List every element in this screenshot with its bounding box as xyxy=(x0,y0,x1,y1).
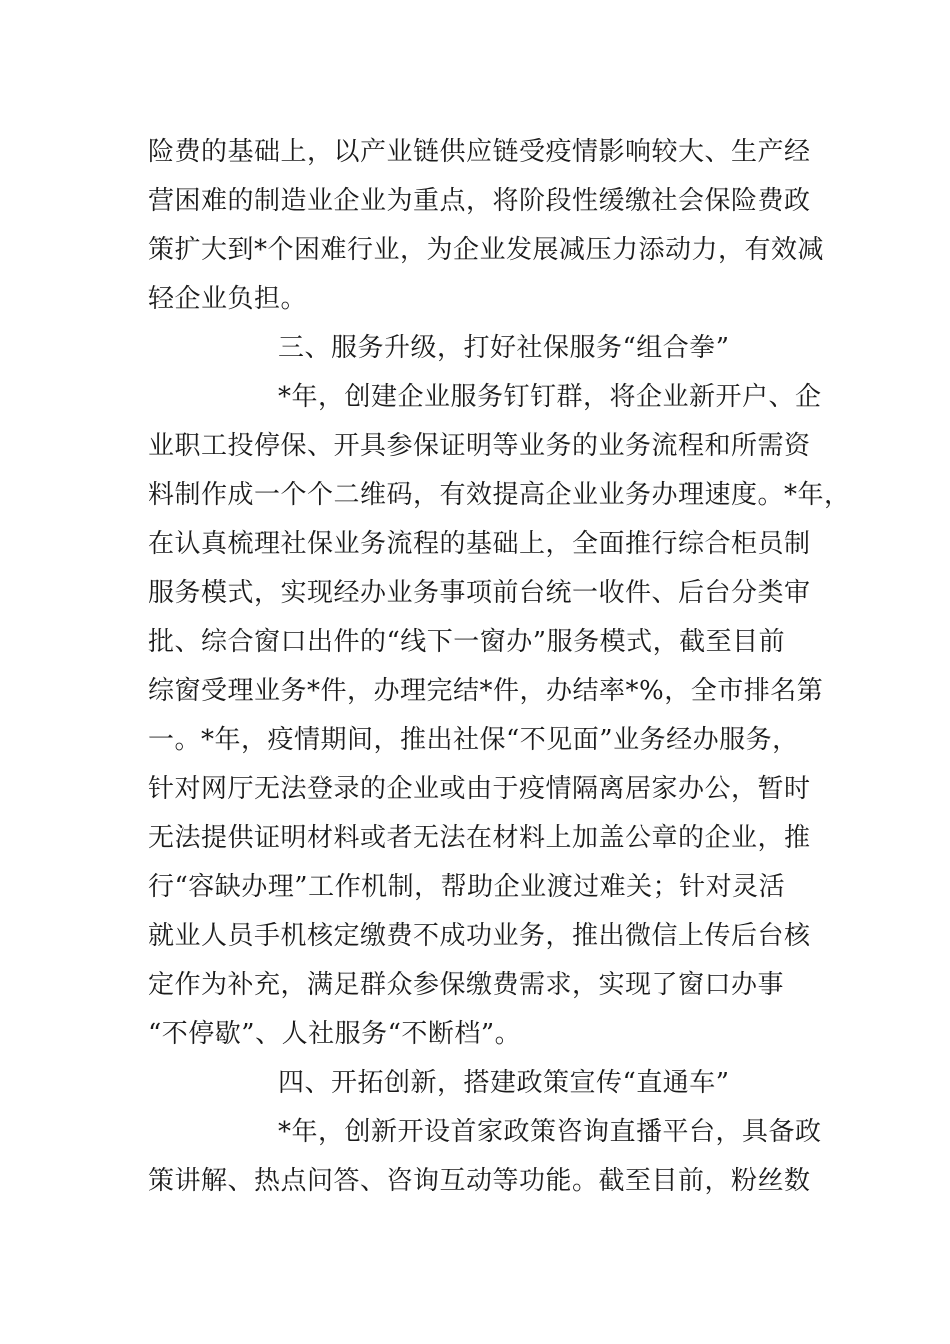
text-line: 一。*年，疫情期间，推出社保“不见面”业务经办服务， xyxy=(148,725,799,755)
text-line: *年，创新开设首家政策咨询直播平台，具备政 xyxy=(278,1117,822,1147)
paragraph-2 xyxy=(148,373,851,1059)
text-line: 营困难的制造业企业为重点，将阶段性缓缴社会保险费政 xyxy=(148,186,811,216)
document-body xyxy=(148,128,851,1206)
text-line: 料制作成一个个二维码，有效提高企业业务办理速度。*年， xyxy=(148,480,851,510)
text-line: *年，创建企业服务钉钉群，将企业新开户、企 xyxy=(278,382,822,412)
text-line: 策讲解、热点问答、咨询互动等功能。截至目前，粉丝数 xyxy=(148,1166,811,1196)
section-heading-4: 四、开拓创新，搭建政策宣传“直通车” xyxy=(278,1068,730,1098)
section-heading-3: 三、服务升级，打好社保服务“组合拳” xyxy=(278,333,730,363)
text-line: 针对网厅无法登录的企业或由于疫情隔离居家办公，暂时 xyxy=(148,774,811,804)
text-line: 批、综合窗口出件的“线下一窗办”服务模式，截至目前 xyxy=(148,627,786,657)
text-line: 定作为补充，满足群众参保缴费需求，实现了窗口办事 xyxy=(148,970,785,1000)
text-line: 在认真梳理社保业务流程的基础上，全面推行综合柜员制 xyxy=(148,529,811,559)
text-line: 行“容缺办理”工作机制，帮助企业渡过难关；针对灵活 xyxy=(148,872,786,902)
text-line: 轻企业负担。 xyxy=(148,284,308,314)
text-line: 综窗受理业务*件，办理完结*件，办结率*%，全市排名第 xyxy=(148,676,824,706)
text-line: 策扩大到*个困难行业，为企业发展减压力添动力，有效减 xyxy=(148,235,825,265)
text-line: 服务模式，实现经办业务事项前台统一收件、后台分类审 xyxy=(148,578,811,608)
text-line: 无法提供证明材料或者无法在材料上加盖公章的企业，推 xyxy=(148,823,811,853)
paragraph-1 xyxy=(148,128,825,324)
text-line: “不停歇”、人社服务“不断档”。 xyxy=(148,1019,522,1049)
text-line: 就业人员手机核定缴费不成功业务，推出微信上传后台核 xyxy=(148,921,811,951)
text-line: 险费的基础上，以产业链供应链受疫情影响较大、生产经 xyxy=(148,137,811,167)
paragraph-3 xyxy=(148,1108,822,1206)
text-line: 业职工投停保、开具参保证明等业务的业务流程和所需资 xyxy=(148,431,811,461)
